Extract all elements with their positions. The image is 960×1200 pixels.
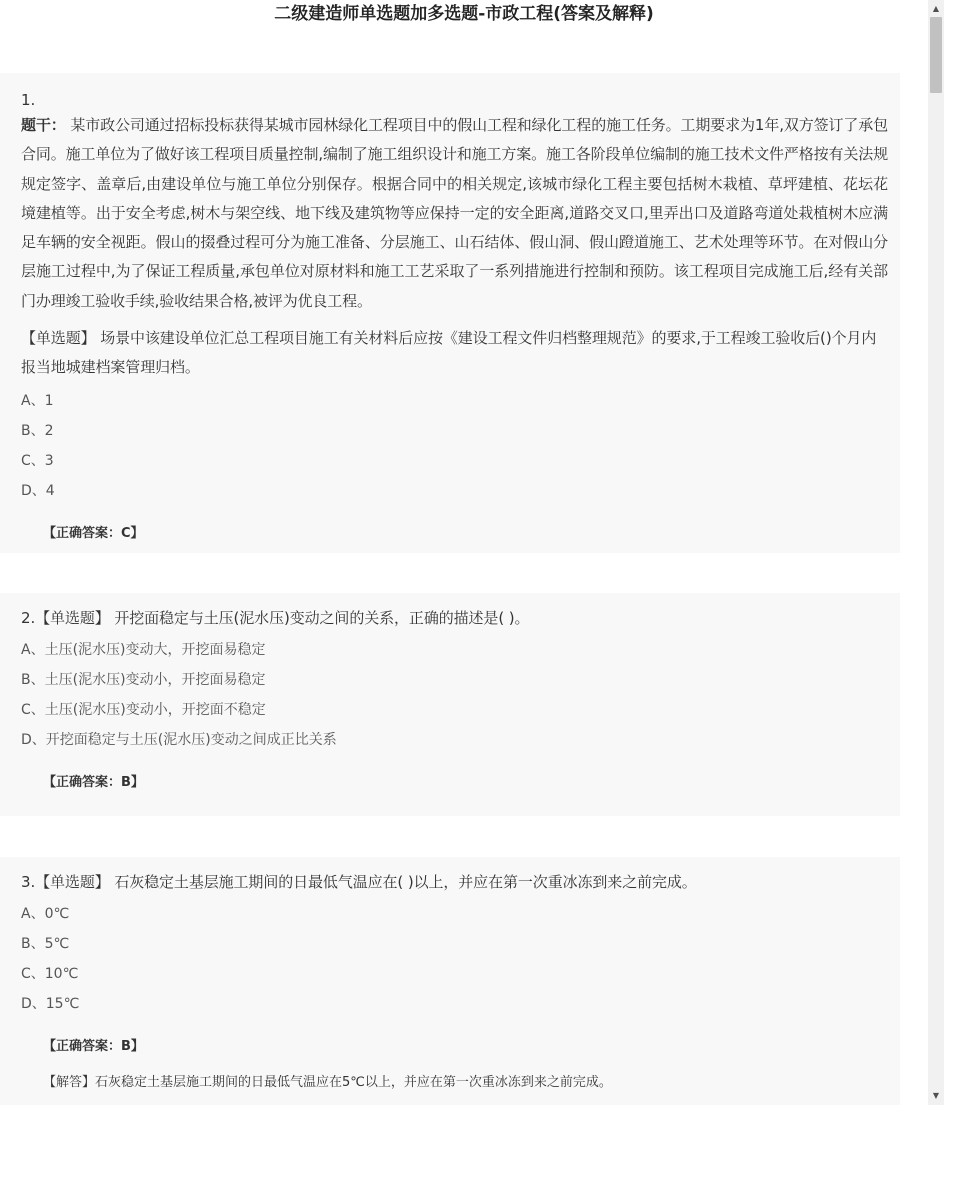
option-d: D、15℃ <box>21 996 80 1012</box>
question-number: 1. <box>21 91 36 109</box>
arrow-up-icon[interactable]: ▲ <box>932 4 940 13</box>
option-d: D、4 <box>21 483 55 500</box>
answer-analysis: 【解答】石灰稳定土基层施工期间的日最低气温应在5℃以上，并应在第一次重冰冻到来之前完成。 <box>43 1075 612 1090</box>
scrollbar-thumb[interactable] <box>930 17 942 93</box>
question-type-tag: 【单选题】 <box>35 609 110 627</box>
stem-label: 题干： <box>21 116 66 134</box>
stem-text: 某市政公司通过招标投标获得某城市园林绿化工程项目中的假山工程和绿化工程的施工任务。工期要求为1年,双方签订了承包合同。施工单位为了做好该工程项目质量控制,编制了施工组织设计和施工方案。施工各阶段单位编制的施工技术文件严格按有关法规规定签字、盖章后,由建设单位与施工单位分别保存。根据合同中的相关规定,该城市绿化工程主要包括树木栽植、草坪建植、花坛花境建植等。出于安全考虑,树木与架空线、地下线及建筑物等应保持一定的安全距离,道路交叉口,里弄出口及道路弯道处栽植树木应满足车辆的安全视距。假山的掇叠过程可分为施工准备、分层施工、山石结体、假山洞、假山蹬道施工、艺术处理等环节。在对假山分层施工过程中,为了保证工程质量,承包单位对原材料和施工工艺采取了一系列措施进行控制和预防。该工程项目完成施工后,经有关部门办理竣工验收手续,验收结果合格,被评为优良工程。 <box>21 116 888 310</box>
question-number: 3. <box>21 873 36 891</box>
option-d: D、开挖面稳定与土压(泥水压)变动之间成正比关系 <box>21 732 337 748</box>
correct-answer: 【正确答案：B】 <box>43 775 144 790</box>
question-text <box>21 324 888 382</box>
question-type-tag: 【单选题】 <box>35 873 110 891</box>
correct-answer: 【正确答案：B】 <box>43 1039 144 1054</box>
option-c: C、土压(泥水压)变动小，开挖面不稳定 <box>21 702 266 718</box>
question-text <box>21 593 888 633</box>
option-b: B、5℃ <box>21 936 70 952</box>
page-title: 二级建造师单选题加多选题-市政工程(答案及解释) <box>274 4 654 24</box>
option-c: C、10℃ <box>21 966 79 982</box>
question-body: 开挖面稳定与土压(泥水压)变动之间的关系，正确的描述是( )。 <box>114 609 530 627</box>
option-c: C、3 <box>21 453 54 470</box>
question-body: 场景中该建设单位汇总工程项目施工有关材料后应按《建设工程文件归档整理规范》的要求,于工程竣工验收后()个月内报当地城建档案管理归档。 <box>21 329 877 377</box>
option-b: B、土压(泥水压)变动小，开挖面易稳定 <box>21 672 266 688</box>
correct-answer: 【正确答案：C】 <box>43 526 144 542</box>
option-a: A、0℃ <box>21 906 70 922</box>
question-card-3 <box>0 857 900 1105</box>
question-type-tag: 【单选题】 <box>21 329 96 348</box>
question-number: 2. <box>21 609 36 627</box>
option-b: B、2 <box>21 423 54 440</box>
option-a: A、1 <box>21 393 54 410</box>
question-body: 石灰稳定土基层施工期间的日最低气温应在( )以上，并应在第一次重冰冻到来之前完成。 <box>114 873 697 891</box>
question-stem <box>21 111 888 316</box>
question-text <box>21 857 888 897</box>
vertical-scrollbar[interactable] <box>928 0 944 1105</box>
arrow-down-icon[interactable]: ▼ <box>932 1091 940 1100</box>
option-a: A、土压(泥水压)变动大，开挖面易稳定 <box>21 642 266 658</box>
blank-area <box>0 1105 960 1200</box>
question-card-2 <box>0 593 900 816</box>
question-card-1 <box>0 73 900 553</box>
